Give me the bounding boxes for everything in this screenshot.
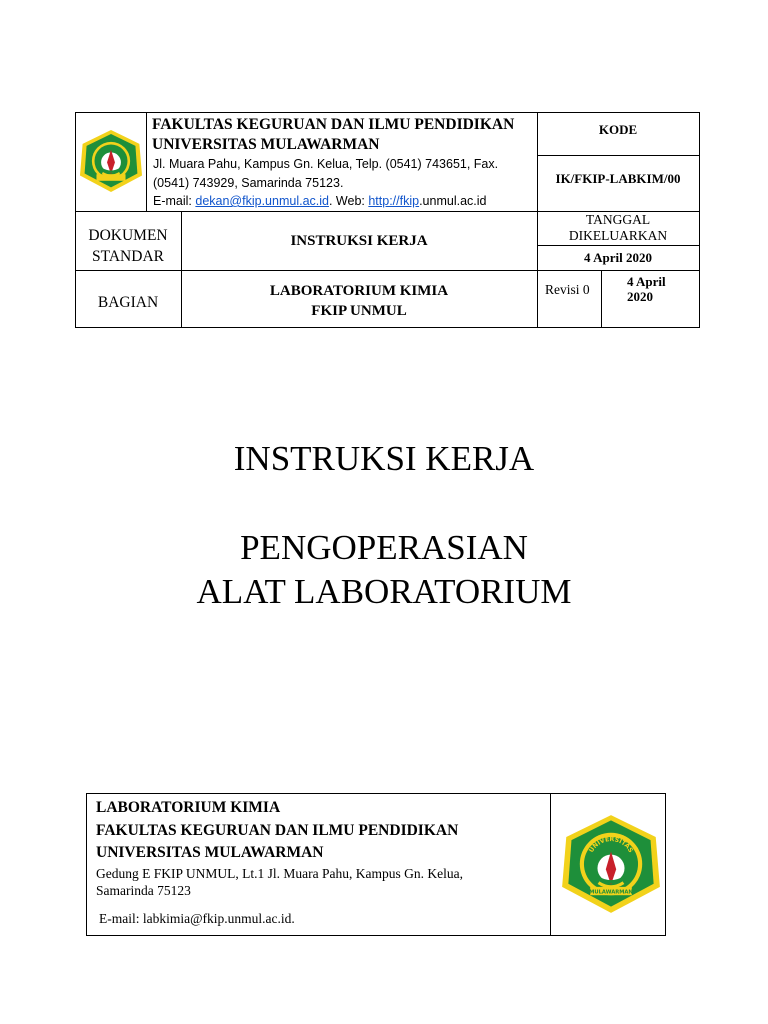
- dokumen-value: INSTRUKSI KERJA: [290, 233, 428, 249]
- tanggal-label: [537, 212, 699, 244]
- web-link[interactable]: http://fkip: [368, 194, 420, 208]
- university-logo-footer: [559, 810, 663, 918]
- logo-text-top: UNIVERSITAS: [587, 836, 635, 854]
- bagian-value: [181, 281, 537, 321]
- bagian-value-line-1: LABORATORIUM KIMIA: [269, 283, 449, 299]
- kode-value: IK/FKIP-LABKIM/00: [555, 171, 681, 186]
- faculty-name: FAKULTAS KEGURUAN DAN ILMU PENDIDIKAN: [152, 116, 515, 133]
- university-name: UNIVERSITAS MULAWARMAN: [152, 136, 380, 153]
- email-prefix: E-mail:: [153, 194, 196, 208]
- tanggal-value: 4 April 2020: [584, 250, 652, 265]
- address-line-1: Jl. Muara Pahu, Kampus Gn. Kelua, Telp. (0541) 743651, Fax.: [153, 157, 499, 171]
- document-subtitle-line-1: PENGOPERASIAN: [240, 528, 528, 567]
- web-suffix: .unmul.ac.id: [419, 194, 487, 208]
- bagian-value-line-2: FKIP UNMUL: [311, 303, 407, 319]
- university-logo: [78, 127, 144, 195]
- footer-email: E-mail: labkimia@fkip.unmul.ac.id.: [99, 911, 295, 926]
- dokumen-label-line-1: DOKUMEN: [88, 227, 168, 244]
- email-link[interactable]: dekan@fkip.unmul.ac.id: [195, 194, 329, 208]
- footer-university-name: UNIVERSITAS MULAWARMAN: [96, 844, 324, 861]
- bagian-label: BAGIAN: [97, 294, 159, 311]
- revisi-date-line-1: 4 April: [627, 274, 666, 289]
- address-line-2: (0541) 743929, Samarinda 75123.: [153, 176, 344, 190]
- web-prefix: . Web:: [328, 194, 369, 208]
- dokumen-label-line-2: STANDAR: [92, 248, 164, 265]
- document-title: INSTRUKSI KERJA: [233, 439, 535, 478]
- dokumen-label: [75, 225, 181, 267]
- footer-divider: [550, 794, 551, 935]
- revisi-label: Revisi 0: [545, 282, 590, 297]
- revisi-date-line-2: 2020: [627, 289, 653, 304]
- kode-label: KODE: [598, 122, 638, 137]
- revisi-date: [627, 274, 666, 304]
- footer-faculty-name: FAKULTAS KEGURUAN DAN ILMU PENDIDIKAN: [96, 822, 459, 839]
- tanggal-label-line-2: DIKELUARKAN: [568, 228, 668, 243]
- contact-line: [153, 193, 486, 209]
- logo-text-bottom: MULAWARMAN: [589, 889, 633, 896]
- footer-address-line-1: Gedung E FKIP UNMUL, Lt.1 Jl. Muara Pahu, Kampus Gn. Kelua,: [96, 866, 463, 881]
- document-subtitle-line-2: ALAT LABORATORIUM: [196, 572, 572, 611]
- footer-address-line-2: Samarinda 75123: [96, 883, 191, 898]
- footer-lab-name: LABORATORIUM KIMIA: [96, 799, 281, 816]
- tanggal-label-line-1: TANGGAL: [585, 212, 651, 227]
- footer-info-box: [86, 793, 666, 936]
